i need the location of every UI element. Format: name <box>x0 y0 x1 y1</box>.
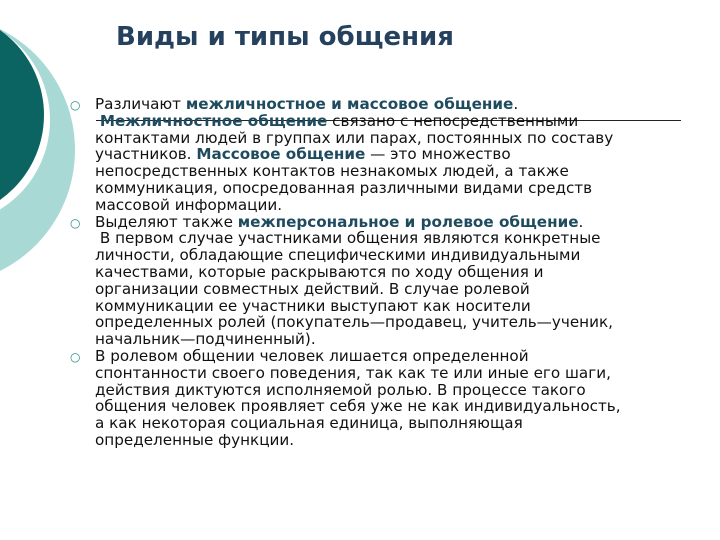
key-term: межперсональное и ролевое общение <box>237 212 579 231</box>
text-line <box>95 382 710 399</box>
text-run: коммуникация, опосредованная различными видами средств <box>95 178 593 197</box>
text-run: участников. <box>95 145 197 164</box>
text-line <box>95 214 710 231</box>
text-line <box>95 197 710 214</box>
text-run: Выделяют также <box>95 212 238 231</box>
text-run: начальник—подчиненный). <box>95 330 316 349</box>
text-run: — это множество <box>365 145 511 164</box>
text-line <box>95 415 710 432</box>
slide-content <box>70 96 710 449</box>
text-line <box>95 398 710 415</box>
text-run: непосредственных контактов незнакомых людей, а также <box>95 162 569 181</box>
text-run: коммуникации ее участники выступают как носители <box>95 296 531 315</box>
bullet-item <box>70 348 710 449</box>
text-line <box>95 348 710 365</box>
text-line <box>95 180 710 197</box>
text-run: массовой информации. <box>95 195 283 214</box>
text-line <box>95 432 710 449</box>
bullet-item <box>70 96 710 214</box>
text-line <box>95 113 710 130</box>
text-line <box>95 163 710 180</box>
text-run: определенных ролей (покупатель—продавец, учитель—ученик, <box>95 313 613 332</box>
key-term: Межличностное общение <box>99 111 328 130</box>
text-run: В ролевом общении человек лишается определенной <box>95 346 529 365</box>
text-run: личности, обладающие специфическими индивидуальными <box>95 246 581 265</box>
text-run: В первом случае участниками общения являются конкретные <box>95 229 601 248</box>
text-run: действия диктуются исполняемой ролью. В процессе такого <box>95 380 586 399</box>
text-run: контактами людей в группах или парах, постоянных по составу <box>95 128 614 147</box>
text-run: связано с непосредственными <box>327 111 579 130</box>
bullet-circle-icon: ○ <box>70 98 81 112</box>
text-line <box>95 96 710 113</box>
text-line <box>95 331 710 348</box>
key-term: межличностное и массовое общение <box>185 95 514 113</box>
bullet-circle-icon: ○ <box>70 349 81 364</box>
text-line <box>95 247 710 264</box>
slide-title: Виды и типы общения <box>116 22 454 52</box>
text-line <box>95 264 710 281</box>
text-run: общения человек проявляет себя уже не как индивидуальность, <box>95 397 621 416</box>
bullet-item <box>70 214 710 348</box>
text-run: спонтанности своего поведения, так как те или иные его шаги, <box>95 363 611 382</box>
text-run: . <box>513 95 519 113</box>
text-run: организации совместных действий. В случае ролевой <box>95 279 530 298</box>
text-run: . <box>578 212 584 231</box>
key-term: Массовое общение <box>196 145 366 164</box>
text-line <box>95 298 710 315</box>
text-line <box>95 314 710 331</box>
text-run: Различают <box>95 95 186 113</box>
text-line <box>95 365 710 382</box>
text-line <box>95 146 710 163</box>
text-run: а как некоторая социальная единица, выполняющая <box>95 414 523 433</box>
text-run: определенные функции. <box>95 430 295 449</box>
text-line <box>95 230 710 247</box>
bullet-circle-icon: ○ <box>70 215 81 230</box>
text-run: качествами, которые раскрываются по ходу общения и <box>95 262 544 281</box>
text-line <box>95 130 710 147</box>
text-line <box>95 281 710 298</box>
